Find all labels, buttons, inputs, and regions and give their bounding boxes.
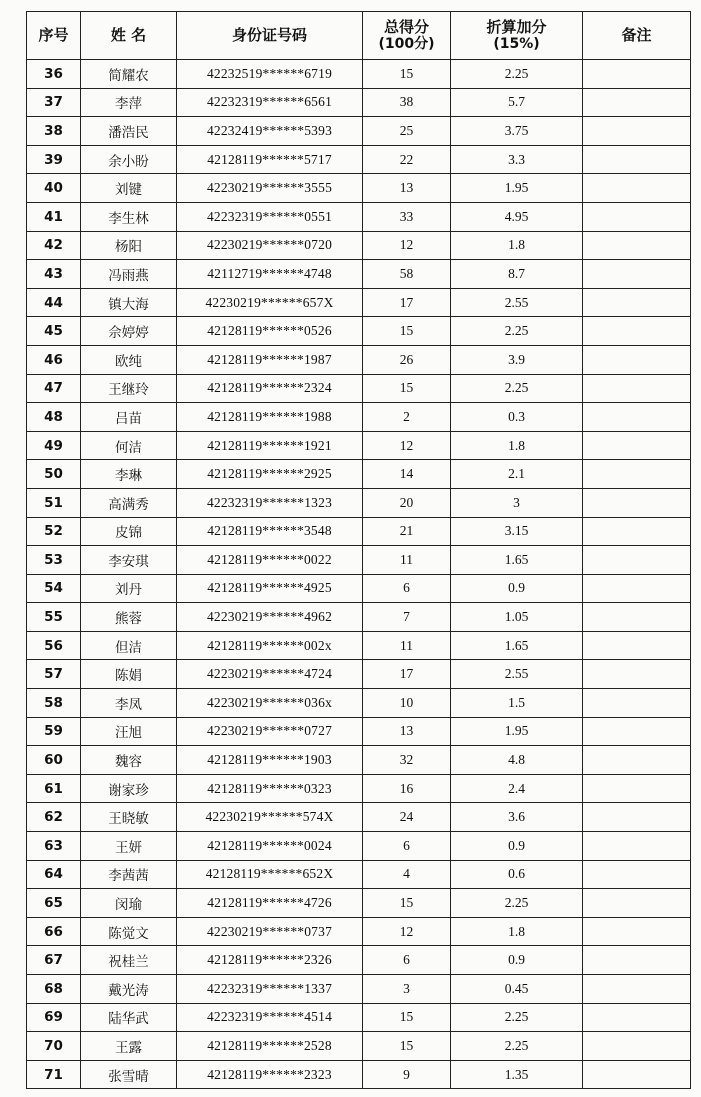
table-row — [27, 345, 691, 374]
cell-converted-bonus: 0.45 — [451, 975, 583, 1004]
cell-id-number: 42112719******4748 — [177, 260, 363, 289]
cell-total-score: 21 — [363, 517, 451, 546]
cell-remarks — [583, 717, 691, 746]
cell-remarks — [583, 832, 691, 861]
cell-converted-bonus: 5.7 — [451, 88, 583, 117]
cell-serial-number: 41 — [27, 202, 81, 231]
cell-id-number: 42230219******036x — [177, 689, 363, 718]
cell-serial-number: 55 — [27, 603, 81, 632]
cell-remarks — [583, 488, 691, 517]
cell-id-number: 42232319******1337 — [177, 975, 363, 1004]
cell-remarks — [583, 546, 691, 575]
cell-serial-number: 63 — [27, 832, 81, 861]
cell-remarks — [583, 574, 691, 603]
table-row — [27, 403, 691, 432]
cell-serial-number: 71 — [27, 1060, 81, 1089]
table-row — [27, 460, 691, 489]
cell-remarks — [583, 517, 691, 546]
table-row — [27, 717, 691, 746]
cell-id-number: 42128119******2323 — [177, 1060, 363, 1089]
cell-total-score: 2 — [363, 403, 451, 432]
cell-id-number: 42230219******0727 — [177, 717, 363, 746]
cell-total-score: 16 — [363, 774, 451, 803]
table-row — [27, 231, 691, 260]
cell-name: 镇大海 — [81, 288, 177, 317]
cell-name: 陆华武 — [81, 1003, 177, 1032]
cell-serial-number: 37 — [27, 88, 81, 117]
table-row — [27, 975, 691, 1004]
cell-converted-bonus: 0.9 — [451, 832, 583, 861]
cell-id-number: 42128119******1903 — [177, 746, 363, 775]
table-row — [27, 317, 691, 346]
cell-converted-bonus: 1.65 — [451, 631, 583, 660]
cell-serial-number: 46 — [27, 345, 81, 374]
cell-remarks — [583, 117, 691, 146]
table-row — [27, 202, 691, 231]
cell-serial-number: 50 — [27, 460, 81, 489]
table-row — [27, 488, 691, 517]
table-row — [27, 803, 691, 832]
cell-total-score: 15 — [363, 60, 451, 89]
cell-serial-number: 57 — [27, 660, 81, 689]
cell-remarks — [583, 1032, 691, 1061]
cell-remarks — [583, 374, 691, 403]
cell-converted-bonus: 8.7 — [451, 260, 583, 289]
cell-total-score: 33 — [363, 202, 451, 231]
cell-remarks — [583, 975, 691, 1004]
cell-name: 谢家珍 — [81, 774, 177, 803]
cell-name: 陈娟 — [81, 660, 177, 689]
header-converted-bonus-unit: (15%) — [493, 35, 540, 52]
cell-name: 李琳 — [81, 460, 177, 489]
cell-id-number: 42230219******0720 — [177, 231, 363, 260]
cell-id-number: 42230219******4962 — [177, 603, 363, 632]
cell-id-number: 42128119******2925 — [177, 460, 363, 489]
table-row — [27, 174, 691, 203]
cell-name: 冯雨燕 — [81, 260, 177, 289]
cell-name: 高满秀 — [81, 488, 177, 517]
cell-id-number: 42232319******4514 — [177, 1003, 363, 1032]
cell-converted-bonus: 1.65 — [451, 546, 583, 575]
cell-id-number: 42128119******652X — [177, 860, 363, 889]
cell-serial-number: 39 — [27, 145, 81, 174]
cell-id-number: 42128119******002x — [177, 631, 363, 660]
cell-converted-bonus: 1.95 — [451, 174, 583, 203]
header-converted-bonus — [451, 12, 583, 60]
cell-serial-number: 40 — [27, 174, 81, 203]
cell-serial-number: 60 — [27, 746, 81, 775]
cell-id-number: 42128119******2528 — [177, 1032, 363, 1061]
cell-remarks — [583, 660, 691, 689]
cell-serial-number: 66 — [27, 917, 81, 946]
cell-id-number: 42128119******0024 — [177, 832, 363, 861]
cell-name: 佘婷婷 — [81, 317, 177, 346]
cell-id-number: 42230219******3555 — [177, 174, 363, 203]
cell-converted-bonus: 1.8 — [451, 231, 583, 260]
cell-name: 王妍 — [81, 832, 177, 861]
cell-name: 汪旭 — [81, 717, 177, 746]
cell-serial-number: 42 — [27, 231, 81, 260]
cell-name: 戴光涛 — [81, 975, 177, 1004]
cell-serial-number: 54 — [27, 574, 81, 603]
cell-serial-number: 38 — [27, 117, 81, 146]
cell-name: 杨阳 — [81, 231, 177, 260]
cell-converted-bonus: 2.25 — [451, 889, 583, 918]
table-row — [27, 88, 691, 117]
cell-total-score: 6 — [363, 574, 451, 603]
cell-remarks — [583, 631, 691, 660]
cell-serial-number: 36 — [27, 60, 81, 89]
cell-serial-number: 67 — [27, 946, 81, 975]
cell-total-score: 12 — [363, 917, 451, 946]
table-row — [27, 946, 691, 975]
cell-serial-number: 64 — [27, 860, 81, 889]
cell-converted-bonus: 3 — [451, 488, 583, 517]
cell-name: 刘键 — [81, 174, 177, 203]
cell-remarks — [583, 317, 691, 346]
header-id-number: 身份证号码 — [177, 12, 363, 60]
cell-serial-number: 48 — [27, 403, 81, 432]
cell-serial-number: 44 — [27, 288, 81, 317]
cell-converted-bonus: 1.35 — [451, 1060, 583, 1089]
cell-serial-number: 58 — [27, 689, 81, 718]
cell-id-number: 42128119******0526 — [177, 317, 363, 346]
cell-remarks — [583, 689, 691, 718]
cell-converted-bonus: 0.9 — [451, 574, 583, 603]
cell-remarks — [583, 803, 691, 832]
cell-total-score: 20 — [363, 488, 451, 517]
table-row — [27, 288, 691, 317]
cell-remarks — [583, 1003, 691, 1032]
cell-total-score: 4 — [363, 860, 451, 889]
cell-id-number: 42128119******2324 — [177, 374, 363, 403]
cell-total-score: 6 — [363, 832, 451, 861]
cell-id-number: 42232419******5393 — [177, 117, 363, 146]
table-row — [27, 1060, 691, 1089]
cell-total-score: 15 — [363, 1003, 451, 1032]
cell-id-number: 42128119******0323 — [177, 774, 363, 803]
cell-remarks — [583, 889, 691, 918]
cell-remarks — [583, 260, 691, 289]
cell-id-number: 42128119******2326 — [177, 946, 363, 975]
cell-total-score: 24 — [363, 803, 451, 832]
cell-name: 闵瑜 — [81, 889, 177, 918]
cell-total-score: 15 — [363, 317, 451, 346]
cell-total-score: 12 — [363, 431, 451, 460]
cell-serial-number: 45 — [27, 317, 81, 346]
cell-total-score: 13 — [363, 174, 451, 203]
cell-name: 王晓敏 — [81, 803, 177, 832]
cell-id-number: 42128119******5717 — [177, 145, 363, 174]
cell-total-score: 14 — [363, 460, 451, 489]
cell-remarks — [583, 917, 691, 946]
cell-total-score: 17 — [363, 660, 451, 689]
cell-converted-bonus: 2.55 — [451, 660, 583, 689]
table-row — [27, 917, 691, 946]
table-header-row — [27, 12, 691, 60]
cell-total-score: 25 — [363, 117, 451, 146]
table-row — [27, 260, 691, 289]
cell-id-number: 42232319******0551 — [177, 202, 363, 231]
cell-converted-bonus: 1.8 — [451, 917, 583, 946]
cell-converted-bonus: 2.1 — [451, 460, 583, 489]
table-row — [27, 889, 691, 918]
cell-name: 李生林 — [81, 202, 177, 231]
cell-name: 李茜茜 — [81, 860, 177, 889]
cell-remarks — [583, 746, 691, 775]
cell-converted-bonus: 3.15 — [451, 517, 583, 546]
cell-name: 陈觉文 — [81, 917, 177, 946]
header-total-score-label: 总得分 — [383, 17, 429, 36]
cell-remarks — [583, 774, 691, 803]
cell-serial-number: 68 — [27, 975, 81, 1004]
cell-converted-bonus: 0.9 — [451, 946, 583, 975]
cell-name: 吕苗 — [81, 403, 177, 432]
cell-converted-bonus: 2.25 — [451, 60, 583, 89]
cell-converted-bonus: 3.75 — [451, 117, 583, 146]
cell-id-number: 42128119******1988 — [177, 403, 363, 432]
cell-name: 皮锦 — [81, 517, 177, 546]
cell-converted-bonus: 0.6 — [451, 860, 583, 889]
table-row — [27, 832, 691, 861]
header-serial-number: 序号 — [27, 12, 81, 60]
cell-name: 张雪晴 — [81, 1060, 177, 1089]
table-row — [27, 431, 691, 460]
cell-total-score: 12 — [363, 231, 451, 260]
cell-remarks — [583, 946, 691, 975]
cell-total-score: 11 — [363, 631, 451, 660]
cell-name: 熊蓉 — [81, 603, 177, 632]
cell-total-score: 15 — [363, 374, 451, 403]
cell-total-score: 9 — [363, 1060, 451, 1089]
cell-total-score: 7 — [363, 603, 451, 632]
table-row — [27, 860, 691, 889]
cell-total-score: 22 — [363, 145, 451, 174]
table-row — [27, 117, 691, 146]
cell-converted-bonus: 2.25 — [451, 374, 583, 403]
table-row — [27, 774, 691, 803]
cell-id-number: 42232519******6719 — [177, 60, 363, 89]
cell-serial-number: 56 — [27, 631, 81, 660]
header-total-score-unit: (100分) — [378, 35, 435, 52]
cell-name: 但洁 — [81, 631, 177, 660]
cell-serial-number: 52 — [27, 517, 81, 546]
cell-remarks — [583, 145, 691, 174]
cell-total-score: 38 — [363, 88, 451, 117]
cell-remarks — [583, 460, 691, 489]
cell-id-number: 42232319******6561 — [177, 88, 363, 117]
table-row — [27, 689, 691, 718]
cell-serial-number: 53 — [27, 546, 81, 575]
cell-name: 祝桂兰 — [81, 946, 177, 975]
cell-remarks — [583, 345, 691, 374]
table-row — [27, 145, 691, 174]
cell-remarks — [583, 288, 691, 317]
cell-name: 何洁 — [81, 431, 177, 460]
cell-name: 王继玲 — [81, 374, 177, 403]
cell-remarks — [583, 60, 691, 89]
header-name: 姓 名 — [81, 12, 177, 60]
cell-serial-number: 47 — [27, 374, 81, 403]
cell-serial-number: 69 — [27, 1003, 81, 1032]
cell-remarks — [583, 202, 691, 231]
cell-total-score: 17 — [363, 288, 451, 317]
cell-remarks — [583, 860, 691, 889]
cell-converted-bonus: 2.25 — [451, 317, 583, 346]
cell-converted-bonus: 1.8 — [451, 431, 583, 460]
cell-id-number: 42128119******4925 — [177, 574, 363, 603]
cell-id-number: 42230219******0737 — [177, 917, 363, 946]
cell-id-number: 42128119******3548 — [177, 517, 363, 546]
cell-serial-number: 43 — [27, 260, 81, 289]
score-table — [26, 11, 691, 1089]
table-row — [27, 546, 691, 575]
header-converted-bonus-label: 折算加分 — [486, 17, 547, 36]
cell-id-number: 42128119******4726 — [177, 889, 363, 918]
cell-converted-bonus: 1.5 — [451, 689, 583, 718]
cell-converted-bonus: 4.8 — [451, 746, 583, 775]
cell-name: 李安琪 — [81, 546, 177, 575]
cell-id-number: 42230219******574X — [177, 803, 363, 832]
cell-id-number: 42230219******657X — [177, 288, 363, 317]
table-row — [27, 1003, 691, 1032]
cell-remarks — [583, 1060, 691, 1089]
cell-converted-bonus: 0.3 — [451, 403, 583, 432]
cell-remarks — [583, 603, 691, 632]
cell-remarks — [583, 231, 691, 260]
cell-name: 刘丹 — [81, 574, 177, 603]
cell-name: 李萍 — [81, 88, 177, 117]
cell-total-score: 15 — [363, 1032, 451, 1061]
cell-name: 余小盼 — [81, 145, 177, 174]
cell-serial-number: 70 — [27, 1032, 81, 1061]
cell-id-number: 42128119******1921 — [177, 431, 363, 460]
cell-remarks — [583, 88, 691, 117]
table-row — [27, 746, 691, 775]
cell-name: 王露 — [81, 1032, 177, 1061]
cell-total-score: 10 — [363, 689, 451, 718]
cell-serial-number: 51 — [27, 488, 81, 517]
cell-name: 潘浩民 — [81, 117, 177, 146]
table-row — [27, 631, 691, 660]
cell-remarks — [583, 174, 691, 203]
table-row — [27, 603, 691, 632]
cell-converted-bonus: 2.55 — [451, 288, 583, 317]
cell-converted-bonus: 1.05 — [451, 603, 583, 632]
cell-converted-bonus: 3.3 — [451, 145, 583, 174]
cell-converted-bonus: 3.6 — [451, 803, 583, 832]
header-remarks: 备注 — [583, 12, 691, 60]
cell-remarks — [583, 403, 691, 432]
cell-serial-number: 59 — [27, 717, 81, 746]
cell-serial-number: 61 — [27, 774, 81, 803]
cell-serial-number: 65 — [27, 889, 81, 918]
cell-total-score: 15 — [363, 889, 451, 918]
table-row — [27, 660, 691, 689]
cell-name: 简耀农 — [81, 60, 177, 89]
cell-converted-bonus: 2.4 — [451, 774, 583, 803]
cell-total-score: 13 — [363, 717, 451, 746]
cell-total-score: 11 — [363, 546, 451, 575]
cell-id-number: 42230219******4724 — [177, 660, 363, 689]
cell-id-number: 42128119******1987 — [177, 345, 363, 374]
cell-id-number: 42232319******1323 — [177, 488, 363, 517]
cell-total-score: 32 — [363, 746, 451, 775]
cell-total-score: 58 — [363, 260, 451, 289]
cell-converted-bonus: 1.95 — [451, 717, 583, 746]
cell-total-score: 6 — [363, 946, 451, 975]
table-row — [27, 1032, 691, 1061]
cell-total-score: 26 — [363, 345, 451, 374]
table-row — [27, 574, 691, 603]
cell-converted-bonus: 3.9 — [451, 345, 583, 374]
cell-name: 欧纯 — [81, 345, 177, 374]
cell-converted-bonus: 2.25 — [451, 1032, 583, 1061]
cell-remarks — [583, 431, 691, 460]
cell-name: 李凤 — [81, 689, 177, 718]
cell-serial-number: 62 — [27, 803, 81, 832]
cell-total-score: 3 — [363, 975, 451, 1004]
cell-serial-number: 49 — [27, 431, 81, 460]
cell-id-number: 42128119******0022 — [177, 546, 363, 575]
cell-converted-bonus: 4.95 — [451, 202, 583, 231]
table-row — [27, 60, 691, 89]
table-body — [27, 60, 691, 1089]
cell-name: 魏容 — [81, 746, 177, 775]
table-row — [27, 374, 691, 403]
table-row — [27, 517, 691, 546]
header-total-score — [363, 12, 451, 60]
cell-converted-bonus: 2.25 — [451, 1003, 583, 1032]
